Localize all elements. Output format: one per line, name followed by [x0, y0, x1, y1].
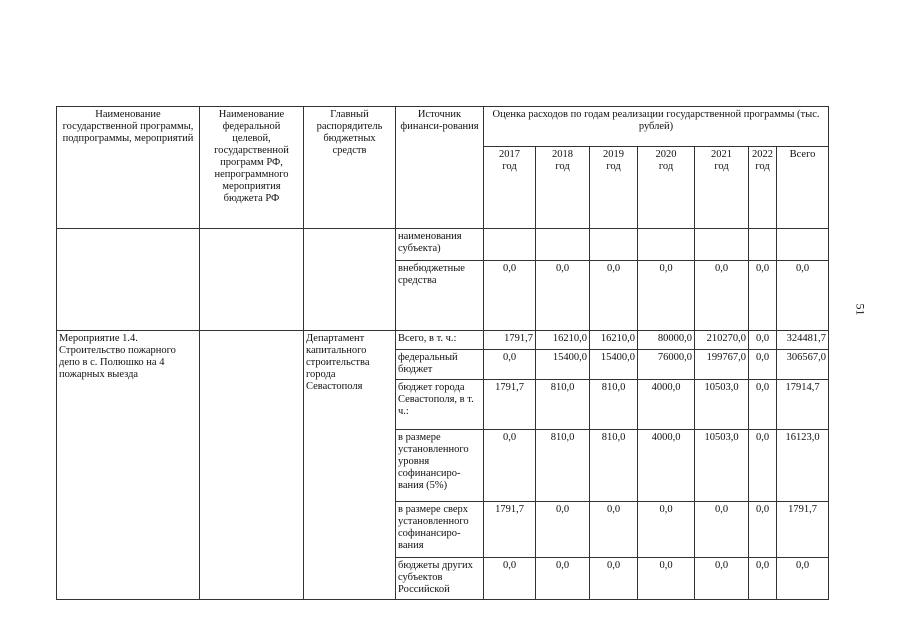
value-cell: 4000,0 [638, 380, 695, 430]
value-cell: 0,0 [695, 558, 749, 600]
header-year-2022: 2022 год [749, 147, 777, 229]
value-cell: 0,0 [484, 261, 536, 331]
value-cell: 0,0 [777, 558, 829, 600]
source-cofinancing: в размере установленного уровня софинансиро-вания (5%) [396, 430, 484, 502]
empty-cell [777, 229, 829, 261]
value-cell: 10503,0 [695, 430, 749, 502]
value-cell: 0,0 [590, 502, 638, 558]
empty-cell [749, 229, 777, 261]
value-cell: 16210,0 [590, 331, 638, 350]
empty-cell [536, 229, 590, 261]
value-cell: 0,0 [590, 261, 638, 331]
header-year-2018: 2018 год [536, 147, 590, 229]
value-cell: 0,0 [484, 350, 536, 380]
value-cell: 1791,7 [777, 502, 829, 558]
header-main-manager: Главный распорядитель бюджетных средств [304, 107, 396, 229]
measure-manager: Департамент капитального строительства города Севастополя [304, 331, 396, 600]
value-cell: 199767,0 [695, 350, 749, 380]
value-cell: 0,0 [749, 502, 777, 558]
value-cell: 0,0 [638, 261, 695, 331]
source-continuation: наименования субъекта) [396, 229, 484, 261]
header-program-name: Наименование государственной программы, подпрограммы, мероприятий [57, 107, 200, 229]
value-cell: 16123,0 [777, 430, 829, 502]
value-cell: 324481,7 [777, 331, 829, 350]
table-row [57, 331, 829, 350]
value-cell: 0,0 [536, 558, 590, 600]
value-cell: 1791,7 [484, 380, 536, 430]
value-cell: 0,0 [749, 558, 777, 600]
measure-federal-program [200, 331, 304, 600]
page-number: 51 [853, 303, 868, 316]
value-cell: 15400,0 [536, 350, 590, 380]
header-year-2020: 2020 год [638, 147, 695, 229]
value-cell: 0,0 [638, 502, 695, 558]
value-cell: 0,0 [638, 558, 695, 600]
header-funding-source: Источник финанси-рования [396, 107, 484, 229]
value-cell: 0,0 [749, 430, 777, 502]
empty-cell [638, 229, 695, 261]
header-year-2017: 2017 год [484, 147, 536, 229]
value-cell: 4000,0 [638, 430, 695, 502]
empty-cell [200, 229, 304, 331]
empty-cell [304, 229, 396, 331]
value-cell: 0,0 [536, 502, 590, 558]
source-city-budget: бюджет города Севастополя, в т. ч.: [396, 380, 484, 430]
value-cell: 0,0 [749, 350, 777, 380]
source-extrabudget: внебюджетные средства [396, 261, 484, 331]
value-cell: 810,0 [590, 430, 638, 502]
value-cell: 1791,7 [484, 331, 536, 350]
header-total: Всего [777, 147, 829, 229]
value-cell: 0,0 [695, 261, 749, 331]
source-total: Всего, в т. ч.: [396, 331, 484, 350]
value-cell: 80000,0 [638, 331, 695, 350]
value-cell: 0,0 [777, 261, 829, 331]
empty-cell [590, 229, 638, 261]
value-cell: 0,0 [695, 502, 749, 558]
budget-table [56, 106, 829, 600]
source-other-subjects: бюджеты других субъектов Российской [396, 558, 484, 600]
value-cell: 16210,0 [536, 331, 590, 350]
value-cell: 0,0 [484, 430, 536, 502]
value-cell: 210270,0 [695, 331, 749, 350]
value-cell: 15400,0 [590, 350, 638, 380]
value-cell: 0,0 [749, 261, 777, 331]
value-cell: 10503,0 [695, 380, 749, 430]
value-cell: 0,0 [484, 558, 536, 600]
value-cell: 306567,0 [777, 350, 829, 380]
measure-name: Мероприятие 1.4. Строительство пожарного депо в с. Полюшко на 4 пожарных выезда [57, 331, 200, 600]
source-above-cofinancing: в размере сверх установленного софинансиро-вания [396, 502, 484, 558]
value-cell: 1791,7 [484, 502, 536, 558]
value-cell: 810,0 [590, 380, 638, 430]
empty-cell [57, 229, 200, 331]
value-cell: 0,0 [590, 558, 638, 600]
value-cell: 0,0 [749, 380, 777, 430]
header-federal-program: Наименование федеральной целевой, государственной программ РФ, непрограммного мероприятия бюджета РФ [200, 107, 304, 229]
value-cell: 810,0 [536, 430, 590, 502]
value-cell: 0,0 [749, 331, 777, 350]
empty-cell [484, 229, 536, 261]
empty-cell [695, 229, 749, 261]
value-cell: 810,0 [536, 380, 590, 430]
value-cell: 17914,7 [777, 380, 829, 430]
header-cost-estimate: Оценка расходов по годам реализации государственной программы (тыс. рублей) [484, 107, 829, 147]
header-year-2021: 2021 год [695, 147, 749, 229]
value-cell: 0,0 [536, 261, 590, 331]
source-federal: федеральный бюджет [396, 350, 484, 380]
header-year-2019: 2019 год [590, 147, 638, 229]
value-cell: 76000,0 [638, 350, 695, 380]
